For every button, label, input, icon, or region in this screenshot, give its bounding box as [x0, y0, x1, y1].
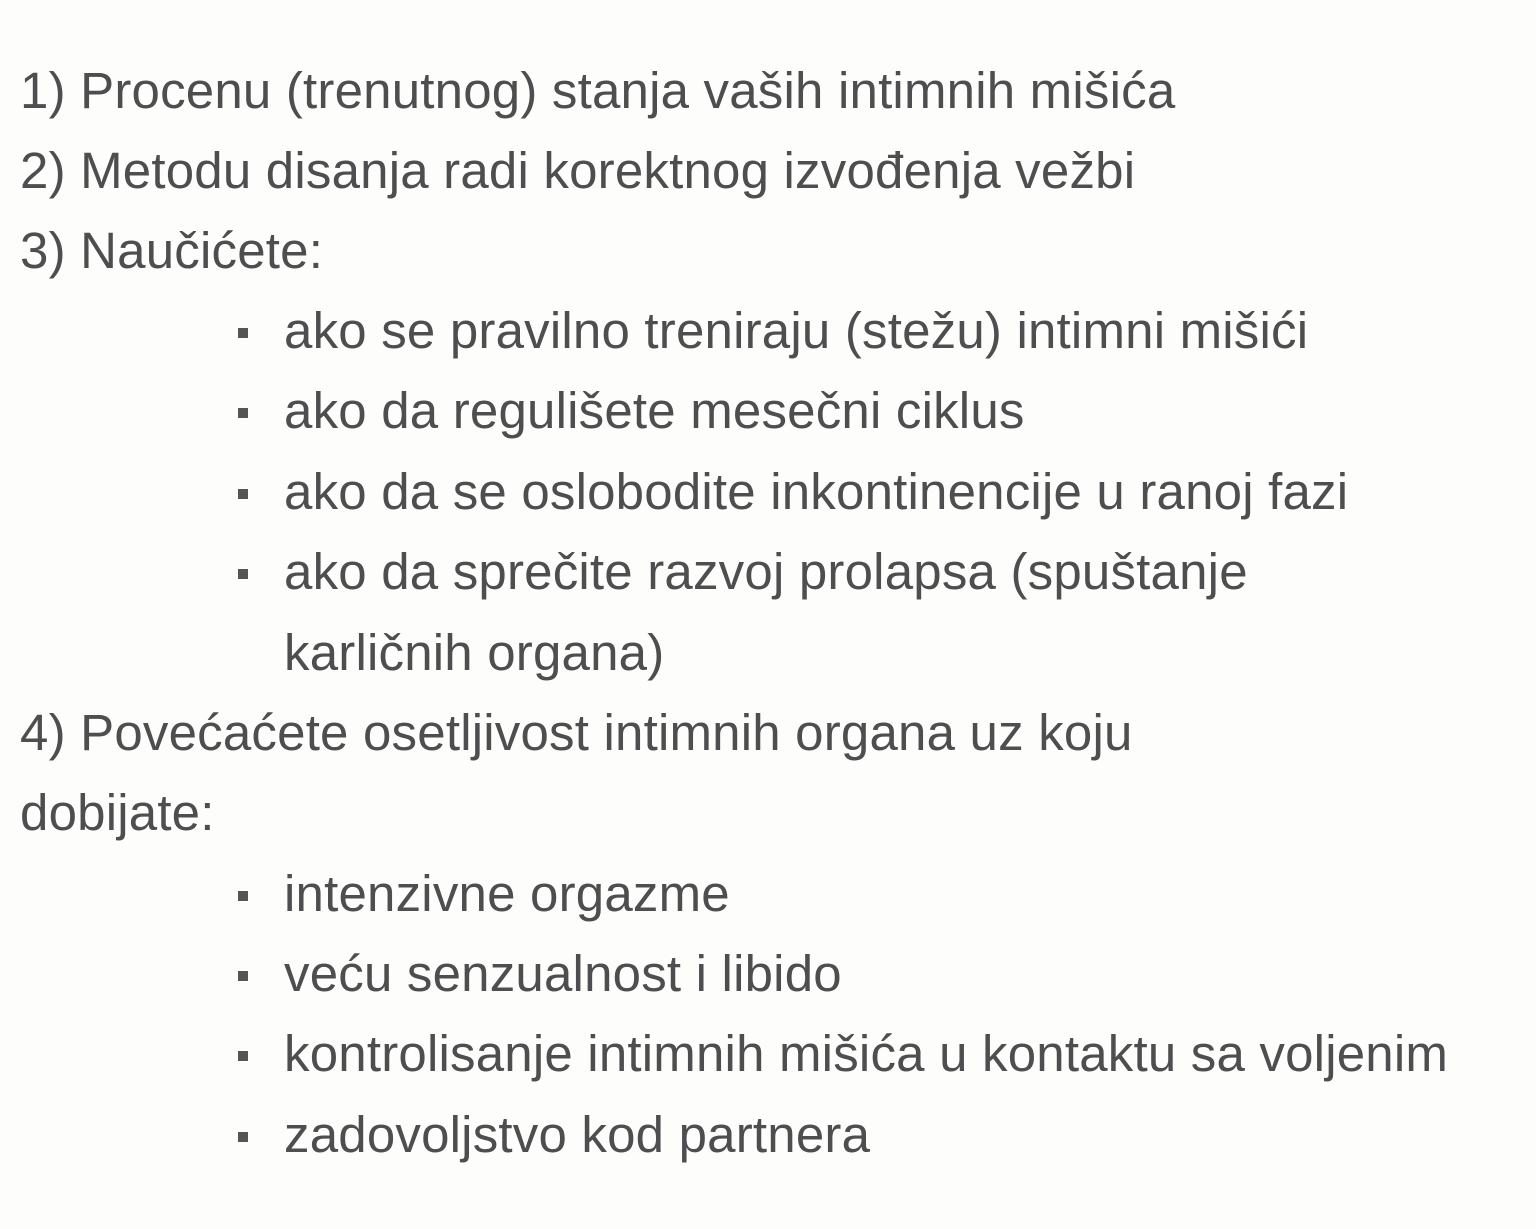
bullet-item-4-3	[238, 1014, 1448, 1094]
square-bullet-icon	[238, 1051, 248, 1061]
bullet-item-4-2	[238, 934, 842, 1014]
bullet-text: veću senzualnost i libido	[284, 945, 842, 1002]
bullet-continuation: karličnih organa)	[284, 624, 665, 681]
bullet-text: ako da sprečite razvoj prolapsa (spuštanje	[284, 543, 1248, 600]
numbered-item-2: 2) Metodu disanja radi korektnog izvođenja vežbi	[20, 142, 1136, 199]
bullet-text: zadovoljstvo kod partnera	[284, 1106, 871, 1163]
bullet-text: ako se pravilno treniraju (stežu) intimni mišići	[284, 302, 1309, 359]
bullet-item-4-1	[238, 854, 730, 934]
numbered-item-1: 1) Procenu (trenutnog) stanja vaših intimnih mišića	[20, 62, 1176, 119]
numbered-item-4: 4) Povećaćete osetljivost intimnih organa uz koju	[20, 704, 1133, 761]
square-bullet-icon	[238, 569, 248, 579]
bullet-text: ako da regulišete mesečni ciklus	[284, 382, 1025, 439]
bullet-text: ako da se oslobodite inkontinencije u ranoj fazi	[284, 463, 1349, 520]
square-bullet-icon	[238, 408, 248, 418]
numbered-item-3: 3) Naučićete:	[20, 222, 324, 279]
bullet-item-3-2	[238, 371, 1025, 451]
square-bullet-icon	[238, 971, 248, 981]
bullet-item-3-1	[238, 291, 1308, 371]
square-bullet-icon	[238, 328, 248, 338]
bullet-text: intenzivne orgazme	[284, 865, 730, 922]
bullet-item-3-4	[238, 532, 1248, 612]
bullet-item-4-4	[238, 1095, 870, 1175]
bullet-item-3-3	[238, 452, 1348, 532]
bullet-text: kontrolisanje intimnih mišića u kontaktu sa voljenim	[284, 1025, 1449, 1082]
square-bullet-icon	[238, 891, 248, 901]
square-bullet-icon	[238, 489, 248, 499]
numbered-item-4-continuation: dobijate:	[20, 784, 215, 841]
square-bullet-icon	[238, 1132, 248, 1142]
